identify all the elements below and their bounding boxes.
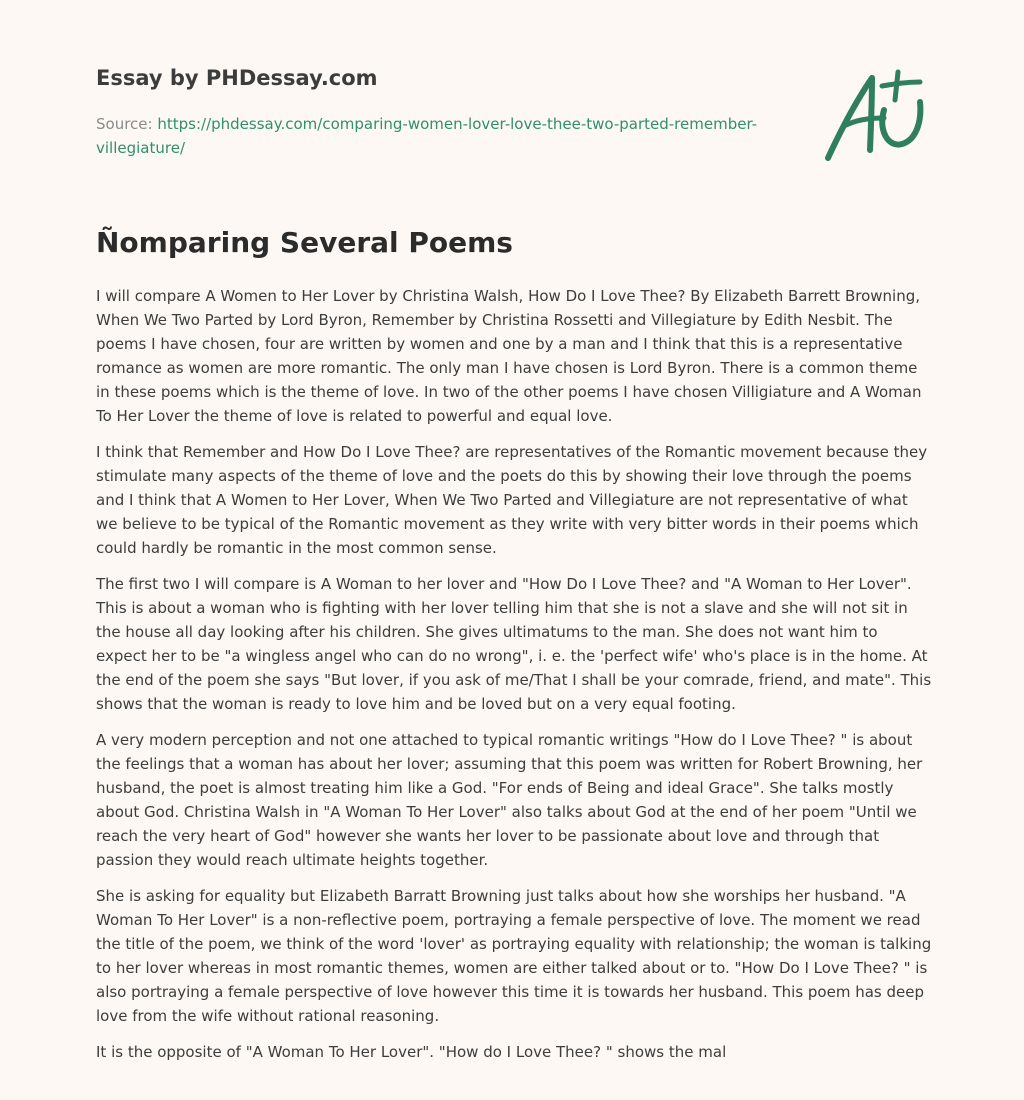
site-brand: Essay by PHDessay.com xyxy=(96,66,378,90)
source-label: Source: xyxy=(96,115,153,133)
paragraph: The first two I will compare is A Woman to her lover and "How Do I Love Thee? and "A Woman to Her Lover". This is about a woman who is fighting with her lover telling him that she is not a slave and she will not sit in the house all day looking after his children. She gives ultimatums to the man. She does not want him to expect her to be "a wingless angel who can do no wrong", i. e. the 'perfect wife' who's place is in the home. At the end of the poem she says "But lover, if you ask of me/That I shall be your comrade, friend, and mate". This shows that the woman is ready to love him and be loved but on a very equal footing. xyxy=(96,575,932,713)
article-body xyxy=(96,284,932,1076)
paragraph: I will compare A Women to Her Lover by Christina Walsh, How Do I Love Thee? By Elizabeth Barrett Browning, When We Two Parted by Lord Byron, Remember by Christina Rossetti and Villegiature by Edith Nesbit. The poems I have chosen, four are written by women and one by a man and I think that this is a representative romance as women are more romantic. The only man I have chosen is Lord Byron. There is a common theme in these poems which is the theme of love. In two of the other poems I have chosen Villigiature and A Woman To Her Lover the theme of love is related to powerful and equal love. xyxy=(96,287,922,425)
page-title: Ñomparing Several Poems xyxy=(96,226,513,259)
a-plus-logo-icon xyxy=(822,66,928,166)
paragraph: A very modern perception and not one attached to typical romantic writings "How do I Love Thee? " is about the feelings that a woman has about her lover; assuming that this poem was written for Robert Browning, her husband, the poet is almost treating him like a God. "For ends of Being and ideal Grace". She talks mostly about God. Christina Walsh in "A Woman To Her Lover" also talks about God at the end of her poem "Until we reach the very heart of God" however she wants her lover to be passionate about love and through that passion they would reach ultimate heights together. xyxy=(96,731,923,869)
source-line xyxy=(96,112,796,160)
paragraph: She is asking for equality but Elizabeth Barratt Browning just talks about how she worships her husband. "A Woman To Her Lover" is a non-reflective poem, portraying a female perspective of love. The moment we read the title of the poem, we think of the word 'lover' as portraying equality with relationship; the woman is talking to her lover whereas in most romantic themes, women are either talked about or to. "How Do I Love Thee? " is also portraying a female perspective of love however this time it is towards her husband. This poem has deep love from the wife without rational reasoning. xyxy=(96,887,932,1025)
source-link[interactable]: https://phdessay.com/comparing-women-lover-love-thee-two-parted-remember-villegiature/ xyxy=(96,115,758,157)
paragraph: It is the opposite of "A Woman To Her Lover". "How do I Love Thee? " shows the mal xyxy=(96,1043,727,1061)
paragraph: I think that Remember and How Do I Love Thee? are representatives of the Romantic movement because they stimulate many aspects of the theme of love and the poets do this by showing their love through the poems and I think that A Women to Her Lover, When We Two Parted and Villegiature are not representative of what we believe to be typical of the Romantic movement as they write with very bitter words in their poems which could hardly be romantic in the most common sense. xyxy=(96,443,928,557)
